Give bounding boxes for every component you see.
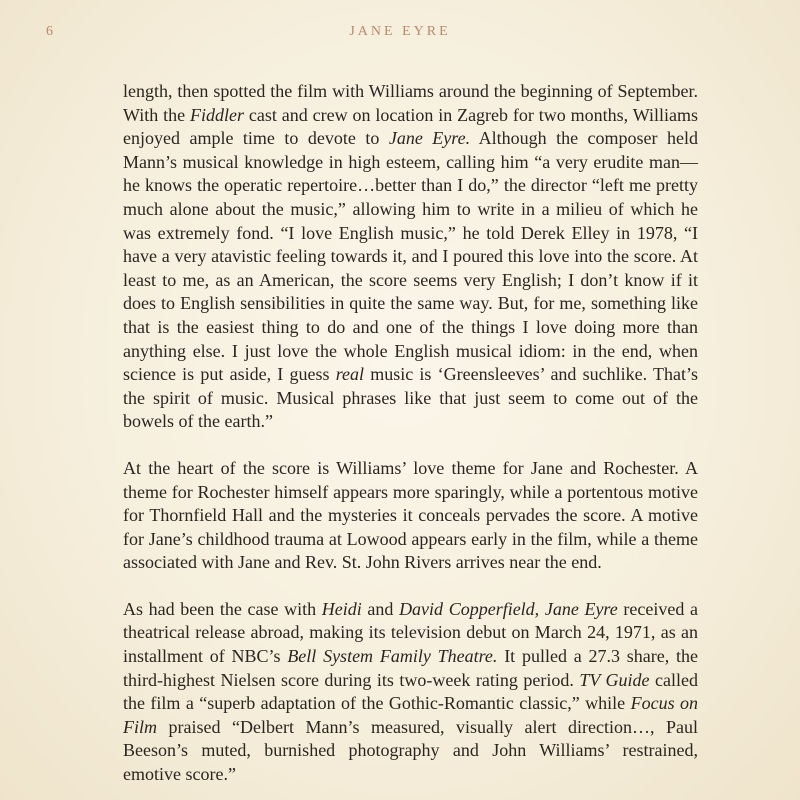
paragraph-1: [123, 80, 698, 434]
body-text: [123, 80, 698, 787]
paragraph-2: [123, 457, 698, 575]
paragraph-3: [123, 598, 698, 787]
italic-title-text: David Copperfield, Jane Eyre: [399, 598, 618, 619]
paragraph-text: praised “Delbert Mann’s measured, visually alert direction…, Paul Beeson’s muted, burnished photography and John Williams’ restrained, emotive score.”: [123, 716, 698, 785]
paragraph-text: Although the composer held Mann’s musical knowledge in high esteem, calling him “a very erudite man—he knows the operatic repertoire…better than I do,” the director “left me pretty much alone about the music,” allowing him to write in a milieu of which he was extremely fond. “I love English music,” he told Derek Elley in 1978, “I have a very atavistic feeling towards it, and I poured this love into the score. At least to me, as an American, the score seems very English; I don’t know if it does to English sensibilities in quite the same way. But, for me, something like that is the easiest thing to do and one of the things I love doing more than anything else. I just love the whole English musical idiom: in the end, when science is put aside, I guess: [123, 128, 699, 385]
running-head: JANE EYRE: [349, 24, 451, 39]
paragraph-text: and: [361, 598, 400, 619]
paragraph-text: received a theatrical release abroad, making its television debut on March 24, 1971, as an installment of NBC’s: [123, 598, 698, 667]
italic-title-text: TV Guide: [579, 669, 650, 690]
italic-title-text: Bell System Family Theatre.: [287, 646, 498, 667]
paragraph-text: At the heart of the score is Williams’ love theme for Jane and Rochester. A theme for Rochester himself appears more sparingly, while a portentous motive for Thornfield Hall and the mysteries it conceals pervades the score. A motive for Jane’s childhood trauma at Lowood appears early in the film, while a theme associated with Jane and Rev. St. John Rivers arrives near the end.: [123, 457, 698, 573]
paragraph-text: music is ‘Greensleeves’ and suchlike. That’s the spirit of music. Musical phrases like that just seem to come out of the bowels of the earth.”: [123, 364, 698, 432]
italic-title-text: Jane Eyre.: [388, 128, 471, 149]
paragraph-text: It pulled a 27.3 share, the third-highest Nielsen score during its two-week rating period.: [123, 646, 698, 690]
paragraph-text: called the film a “superb adaptation of the Gothic-Romantic classic,” while: [123, 669, 698, 714]
italic-title-text: Heidi: [321, 598, 362, 619]
page-number: 6: [46, 24, 54, 39]
paragraph-text: As had been the case with: [123, 598, 322, 619]
italic-title-text: Fiddler: [190, 104, 245, 125]
italic-title-text: Focus on Film: [123, 693, 698, 737]
paragraph-text: cast and crew on location in Zagreb for two months, Williams enjoyed ample time to devote to: [123, 104, 698, 149]
paragraph-text: length, then spotted the film with Williams around the beginning of September. With the: [123, 81, 698, 125]
italic-title-text: real: [335, 364, 365, 385]
